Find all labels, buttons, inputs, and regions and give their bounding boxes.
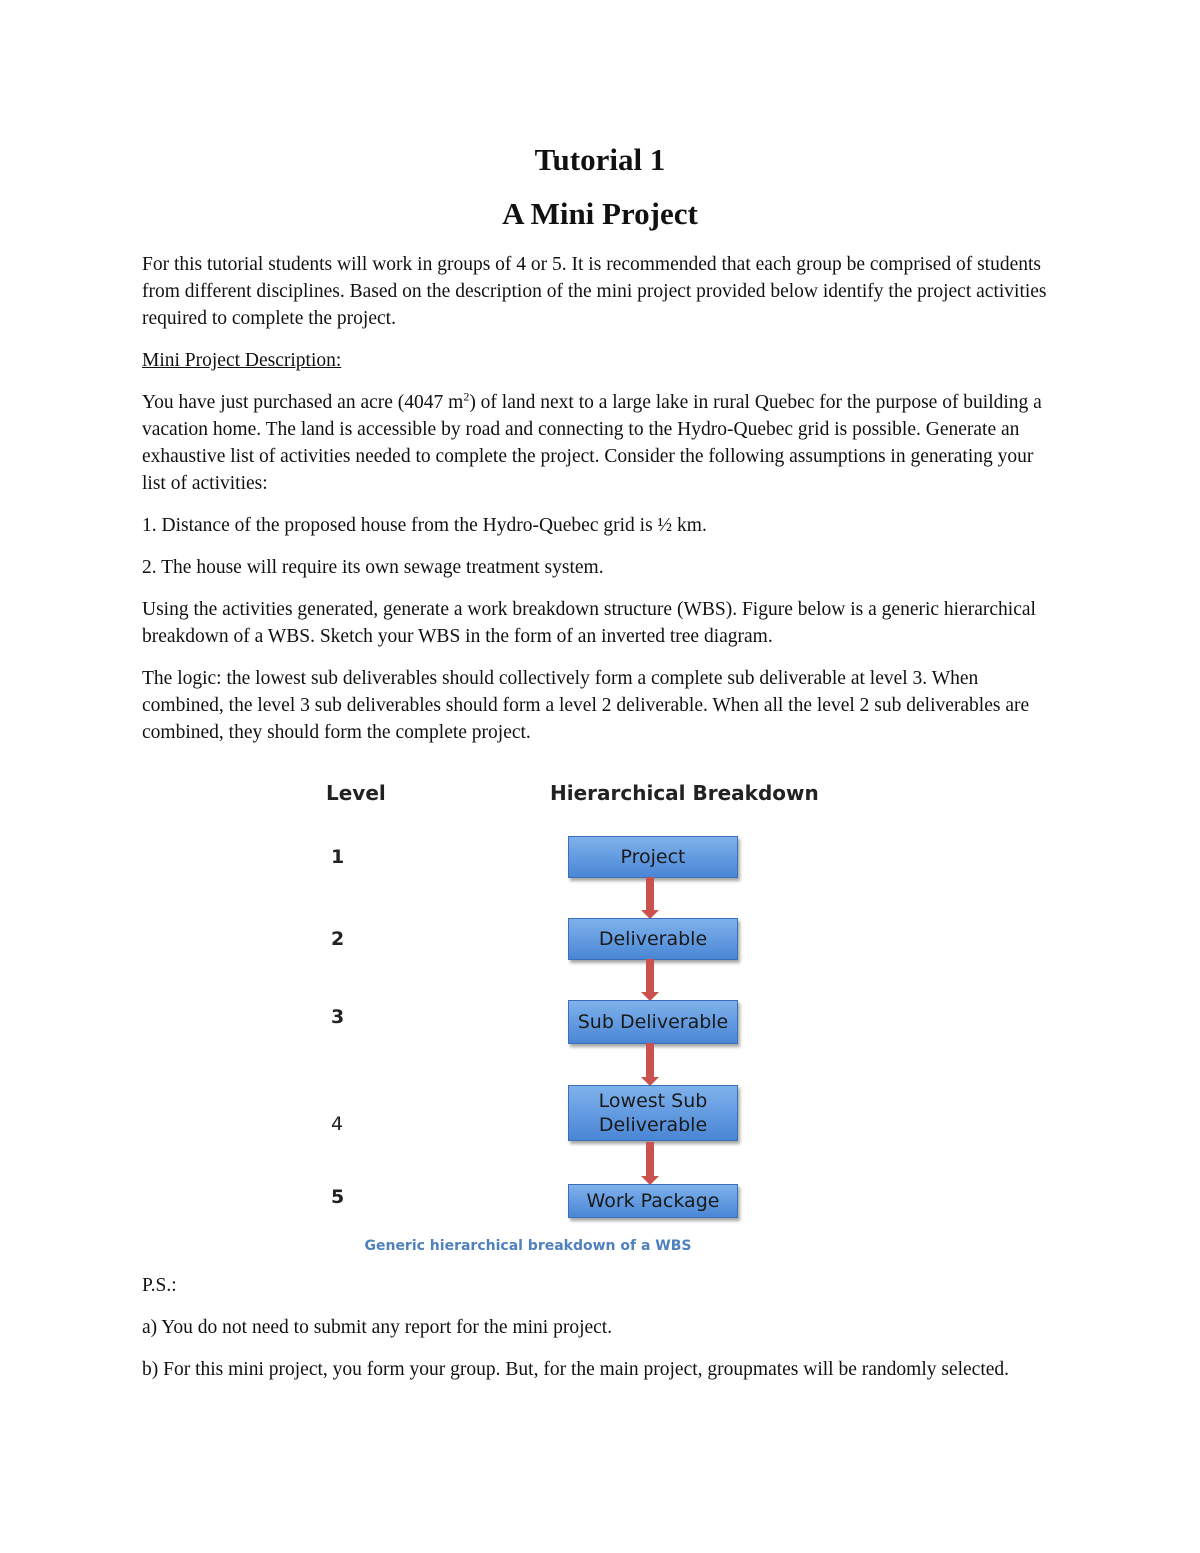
wbs-box-sub-deliverable: Sub Deliverable [568,1000,738,1044]
level-number: 1 [331,846,345,868]
assumption-2: 2. The house will require its own sewage treatment system. [142,557,604,578]
wbs-box-work-package: Work Package [568,1184,738,1218]
superscript-two: 2 [463,389,470,404]
document-title: Tutorial 1 [534,142,666,177]
logic-paragraph: The logic: the lowest sub deliverables should collectively form a complete sub deliverable at level 3. When combined, the level 3 sub deliverables should form a level 2 deliverable. When all the level 2 sub deliverables are combined, they should form the complete project. [142,668,1030,743]
ps-label: P.S.: [142,1275,177,1296]
down-arrow-icon [641,1043,659,1086]
document-subtitle: A Mini Project [502,196,698,231]
description-paragraph [142,389,1062,497]
description-text-2: ) of land next to a large lake in rural Quebec for the purpose of building a vacation home. The land is accessible by road and connecting to the Hydro-Quebec grid is possible. Generate an exhaustive list of activities needed to complete the project. Consider the following assumptions in generating your list of activities: [142,392,1042,494]
level-number: 3 [331,1006,345,1028]
figure-caption: Generic hierarchical breakdown of a WBS [364,1238,692,1254]
level-number: 5 [331,1186,345,1208]
level-column-header: Level [326,781,386,805]
section-heading: Mini Project Description: [142,350,342,371]
down-arrow-icon [641,959,659,1001]
wbs-box-deliverable: Deliverable [568,918,738,960]
breakdown-column-header: Hierarchical Breakdown [550,781,819,805]
ps-item-b: b) For this mini project, you form your group. But, for the main project, groupmates will be randomly selected. [142,1359,1010,1380]
intro-paragraph: For this tutorial students will work in groups of 4 or 5. It is recommended that each group be comprised of students from different disciplines. Based on the description of the mini project provided below identify the project activities required to complete the project. [142,254,1047,329]
wbs-box-lowest-sub-deliverable: Lowest Sub Deliverable [568,1085,738,1141]
wbs-paragraph: Using the activities generated, generate a work breakdown structure (WBS). Figure below is a generic hierarchical breakdown of a WBS. Sketch your WBS in the form of an inverted tree diagram. [142,599,1036,647]
level-number: 4 [331,1113,344,1135]
down-arrow-icon [641,877,659,919]
description-text-1: You have just purchased an acre (4047 m [142,392,464,413]
down-arrow-icon [641,1142,659,1185]
assumption-1: 1. Distance of the proposed house from the Hydro-Quebec grid is ½ km. [142,515,707,536]
ps-item-a: a) You do not need to submit any report for the mini project. [142,1317,613,1338]
level-number: 2 [331,928,345,950]
wbs-box-project: Project [568,836,738,878]
